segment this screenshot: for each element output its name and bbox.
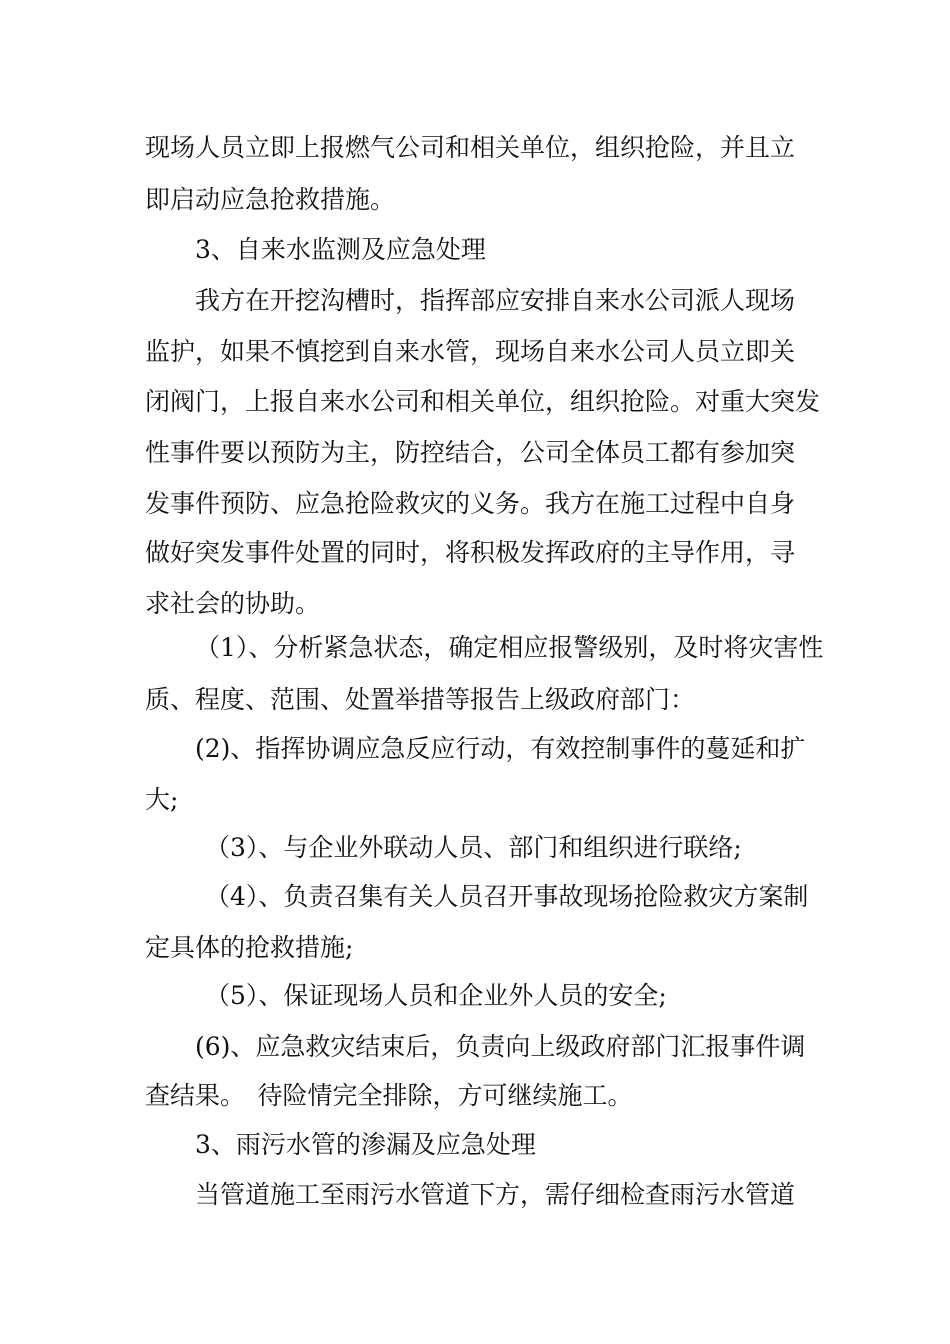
list-item: （4）、负责召集有关人员召开事故现场抢险救灾方案制 <box>205 882 809 911</box>
paragraph-line: 闭阀门，上报自来水公司和相关单位，组织抢险。对重大突发 <box>145 387 821 416</box>
paragraph-line: 即启动应急抢救措施。 <box>145 185 396 214</box>
list-item: (2)、指挥协调应急反应行动，有效控制事件的蔓延和扩 <box>195 734 806 763</box>
section-heading: 3、雨污水管的渗漏及应急处理 <box>195 1130 536 1159</box>
paragraph-line: 定具体的抢救措施; <box>145 933 354 962</box>
list-item: （1）、分析紧急状态，确定相应报警级别，及时将灾害性 <box>195 633 824 662</box>
paragraph-line: 监护，如果不慎挖到自来水管，现场自来水公司人员立即关 <box>145 337 796 366</box>
list-item: （3）、与企业外联动人员、部门和组织进行联络; <box>205 833 742 862</box>
paragraph-line: 现场人员立即上报燃气公司和相关单位，组织抢险，并且立 <box>145 133 796 162</box>
paragraph-line: 求社会的协助。 <box>145 589 321 618</box>
list-item: （5）、保证现场人员和企业外人员的安全; <box>205 981 667 1010</box>
paragraph-line: 发事件预防、应急抢险救灾的义务。我方在施工过程中自身 <box>145 489 796 518</box>
paragraph-line: 大; <box>145 785 179 814</box>
paragraph-line: 质、程度、范围、处置举措等报告上级政府部门： <box>145 685 696 714</box>
section-heading: 3、自来水监测及应急处理 <box>195 235 486 264</box>
list-item: (6)、应急救灾结束后，负责向上级政府部门汇报事件调 <box>195 1032 806 1061</box>
paragraph-line: 查结果。 待险情完全排除，方可继续施工。 <box>145 1081 633 1110</box>
paragraph-line: 我方在开挖沟槽时，指挥部应安排自来水公司派人现场 <box>195 286 796 315</box>
paragraph-line: 当管道施工至雨污水管道下方，需仔细检查雨污水管道 <box>195 1180 796 1209</box>
paragraph-line: 做好突发事件处置的同时，将积极发挥政府的主导作用，寻 <box>145 538 796 567</box>
paragraph-line: 性事件要以预防为主，防控结合，公司全体员工都有参加突 <box>145 438 796 467</box>
